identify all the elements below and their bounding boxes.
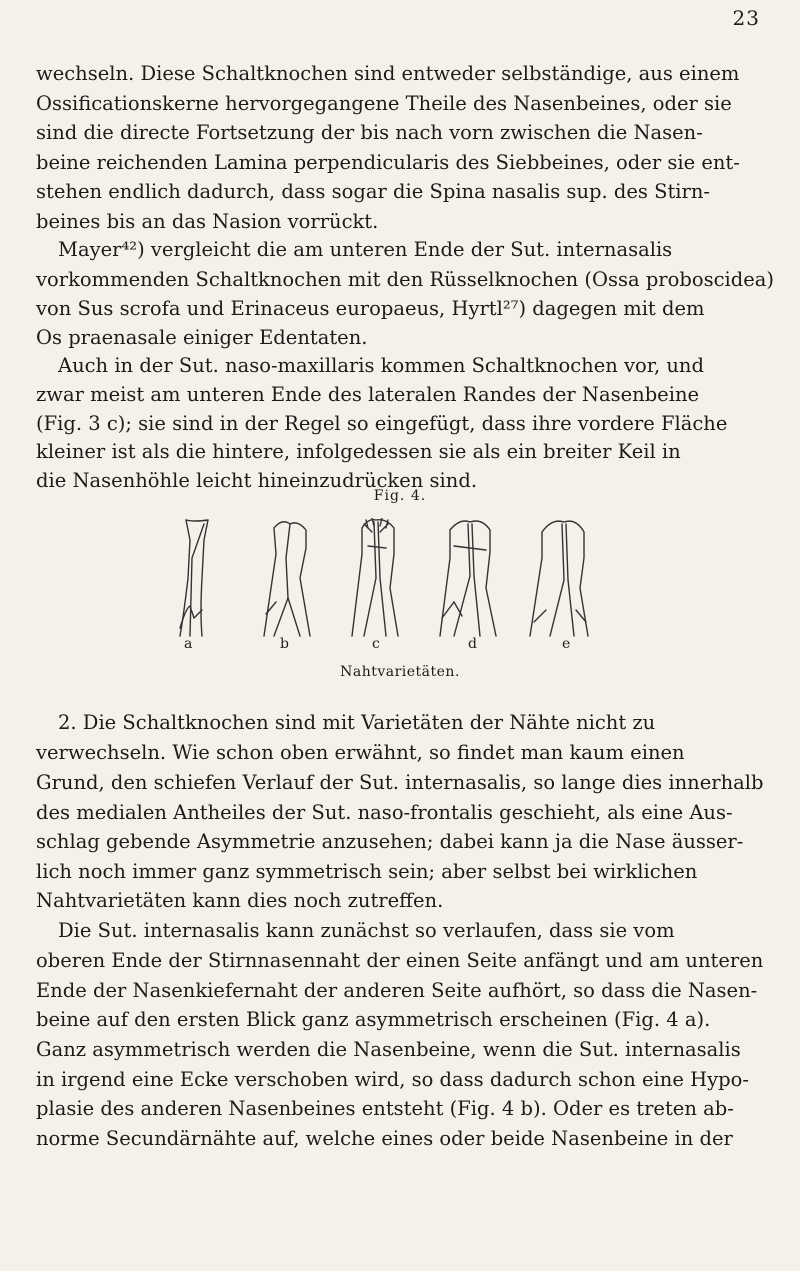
text-line: wechseln. Diese Schaltknochen sind entweder selbständige, aus einem [36, 62, 740, 85]
text-line: Os praenasale einiger Edentaten. [36, 326, 368, 349]
nasal-bone-illustrations [150, 518, 650, 638]
text-line: norme Secundärnähte auf, welche eines oder beide Nasenbeine in der [36, 1127, 733, 1150]
figure-label-a: a [184, 636, 193, 652]
text-line: Ossificationskerne hervorgegangene Theile des Nasenbeines, oder sie [36, 92, 732, 115]
text-line: Auch in der Sut. naso-maxillaris kommen Schaltknochen vor, und [58, 354, 704, 377]
text-line: Ende der Nasenkiefernaht der anderen Seite aufhört, so dass die Nasen- [36, 979, 758, 1002]
text-line: Grund, den schiefen Verlauf der Sut. internasalis, so lange dies innerhalb [36, 771, 764, 794]
text-line: von Sus scrofa und Erinaceus europaeus, Hyrtl²⁷) dagegen mit dem [36, 297, 705, 320]
text-line: vorkommenden Schaltknochen mit den Rüsselknochen (Ossa proboscidea) [36, 268, 775, 291]
figure-label-d: d [468, 636, 477, 652]
text-line: die Nasenhöhle leicht hineinzudrücken sind. [36, 469, 478, 492]
nasal-bone-c [352, 518, 398, 636]
text-line: (Fig. 3 c); sie sind in der Regel so eingefügt, dass ihre vordere Fläche [36, 412, 728, 435]
nasal-bone-e [530, 521, 588, 636]
text-line: kleiner ist als die hintere, infolgedessen sie als ein breiter Keil in [36, 440, 681, 463]
text-line: 2. Die Schaltknochen sind mit Varietäten der Nähte nicht zu [58, 711, 656, 734]
text-line: sind die directe Fortsetzung der bis nach vorn zwischen die Nasen- [36, 121, 703, 144]
figure-label-e: e [562, 636, 571, 652]
text-line: beine auf den ersten Blick ganz asymmetrisch erscheinen (Fig. 4 a). [36, 1008, 711, 1031]
page-number: 23 [732, 6, 760, 30]
text-line: Die Sut. internasalis kann zunächst so verlaufen, dass sie vom [58, 919, 675, 942]
figure-4 [150, 478, 650, 698]
text-line: zwar meist am unteren Ende des lateralen Randes der Nasenbeine [36, 383, 700, 406]
figure-label-c: c [372, 636, 380, 652]
nasal-bone-b [264, 522, 310, 636]
figure-label-b: b [280, 636, 289, 652]
text-line: beine reichenden Lamina perpendicularis des Siebbeines, oder sie ent- [36, 151, 740, 174]
nasal-bone-d [440, 521, 496, 636]
text-line: plasie des anderen Nasenbeines entsteht (Fig. 4 b). Oder es treten ab- [36, 1097, 734, 1120]
figure-caption: Nahtvarietäten. [340, 664, 460, 680]
text-line: des medialen Antheiles der Sut. naso-frontalis geschieht, als eine Aus- [36, 801, 733, 824]
text-line: Nahtvarietäten kann dies noch zutreffen. [36, 889, 444, 912]
text-line: schlag gebende Asymmetrie anzusehen; dabei kann ja die Nase äusser- [36, 830, 744, 853]
text-line: Ganz asymmetrisch werden die Nasenbeine, wenn die Sut. internasalis [36, 1038, 741, 1061]
text-line: Mayer⁴²) vergleicht die am unteren Ende der Sut. internasalis [58, 238, 673, 261]
nasal-bone-a [180, 520, 208, 636]
figure-title: Fig. 4. [373, 488, 427, 504]
text-line: beines bis an das Nasion vorrückt. [36, 210, 379, 233]
text-line: lich noch immer ganz symmetrisch sein; aber selbst bei wirklichen [36, 860, 698, 883]
text-line: in irgend eine Ecke verschoben wird, so dass dadurch schon eine Hypo- [36, 1068, 749, 1091]
text-line: stehen endlich dadurch, dass sogar die Spina nasalis sup. des Stirn- [36, 180, 711, 203]
text-line: oberen Ende der Stirnnasennaht der einen Seite anfängt und am unteren [36, 949, 764, 972]
text-line: verwechseln. Wie schon oben erwähnt, so findet man kaum einen [36, 741, 685, 764]
